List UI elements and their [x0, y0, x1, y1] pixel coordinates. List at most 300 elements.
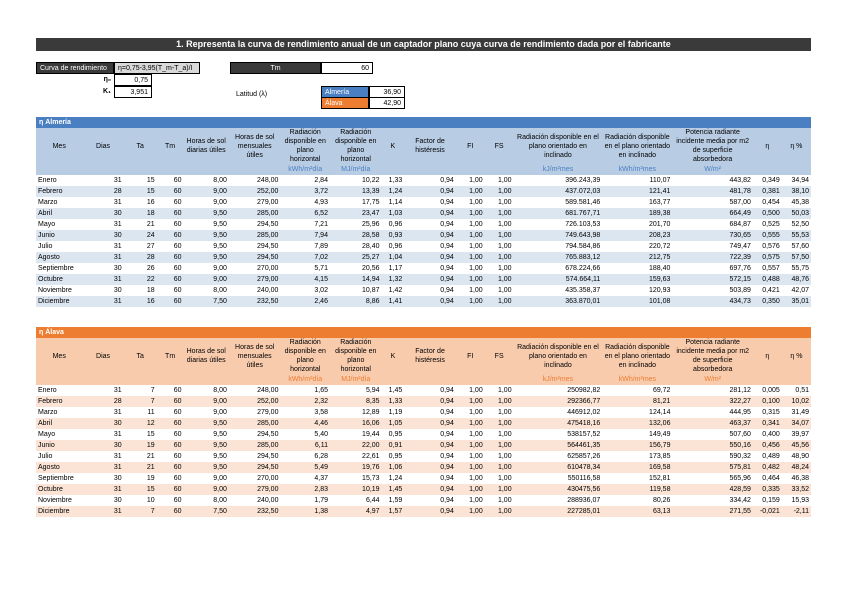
- value-cell: 252,00: [229, 396, 281, 407]
- alava-header-cell: η %: [782, 338, 811, 374]
- almeria-header-cell: FI: [456, 128, 485, 164]
- value-cell: 435.358,37: [565, 287, 601, 294]
- eta0-value[interactable]: 0,75: [114, 74, 152, 86]
- value-cell: 7,21: [314, 221, 328, 228]
- value-cell: 240,00: [257, 287, 279, 294]
- value-cell: 31: [113, 221, 122, 228]
- value-cell: 60: [157, 230, 184, 241]
- value-cell: 0,159: [762, 497, 780, 504]
- value-cell: 1,00: [485, 252, 514, 263]
- value-cell: 1,00: [485, 506, 514, 517]
- value-cell: 1,32: [382, 274, 405, 285]
- almeria-header-cell: Mes: [36, 128, 82, 164]
- value-cell: 288936,07: [567, 497, 601, 504]
- value-cell: 48,76: [782, 274, 811, 285]
- value-cell: 33,52: [782, 484, 811, 495]
- value-cell: 7,94: [280, 230, 330, 241]
- value-cell: 21: [146, 453, 155, 460]
- value-cell: 8,00: [213, 177, 227, 184]
- value-cell: 60: [157, 484, 184, 495]
- value-cell: 23,47: [330, 208, 382, 219]
- value-cell: 270,00: [257, 265, 279, 272]
- almeria-unit-cell: [157, 164, 184, 175]
- value-cell: 60: [157, 418, 184, 429]
- value-cell: 31: [82, 296, 123, 307]
- almeria-unit-cell: kJ/m²mes: [514, 164, 603, 175]
- value-cell: 248,00: [257, 387, 279, 394]
- alava-header-cell: K: [382, 338, 405, 374]
- value-cell: 30: [113, 475, 122, 482]
- value-cell: 60: [173, 453, 182, 460]
- value-cell: 156,79: [602, 440, 672, 451]
- value-cell: 232,50: [229, 296, 281, 307]
- value-cell: 0,95: [388, 453, 403, 460]
- value-cell: 30: [113, 265, 122, 272]
- alava-unit-cell: [82, 374, 123, 385]
- value-cell: 30: [113, 497, 122, 504]
- value-cell: 1,00: [497, 475, 512, 482]
- value-cell: 80,26: [652, 497, 671, 504]
- value-cell: 60: [173, 221, 182, 228]
- month-cell: Diciembre: [36, 506, 82, 517]
- value-cell: 60: [173, 287, 182, 294]
- value-cell: 9,50: [213, 431, 227, 438]
- value-cell: 10,19: [330, 484, 382, 495]
- value-cell: 0,94: [440, 431, 454, 438]
- value-cell: 270,00: [257, 475, 279, 482]
- alava-unit-cell: [229, 374, 281, 385]
- almeria-header-cell: Dias: [82, 128, 123, 164]
- value-cell: 60: [157, 462, 184, 473]
- almeria-header-cell: η: [753, 128, 782, 164]
- value-cell: 590,32: [729, 453, 751, 460]
- value-cell: 1,59: [388, 497, 403, 504]
- value-cell: 1,57: [382, 506, 405, 517]
- month-cell: Noviembre: [38, 497, 72, 504]
- table-row: [36, 285, 811, 296]
- value-cell: 538157,52: [567, 431, 601, 438]
- value-cell: 34,07: [782, 418, 811, 429]
- value-cell: 285,00: [229, 208, 281, 219]
- value-cell: 0,95: [388, 431, 403, 438]
- table-row: [36, 219, 811, 230]
- value-cell: 60: [157, 296, 184, 307]
- value-cell: 120,93: [649, 287, 671, 294]
- value-cell: 31: [113, 243, 122, 250]
- table-row: [36, 495, 811, 506]
- value-cell: 0,94: [404, 440, 456, 451]
- almeria-header-cell: K: [382, 128, 405, 164]
- value-cell: 0,315: [762, 409, 780, 416]
- value-cell: 31: [82, 484, 123, 495]
- almeria-section-title: η Almería: [36, 117, 811, 128]
- value-cell: 1,00: [485, 230, 514, 241]
- value-cell: 294,50: [257, 453, 279, 460]
- value-cell: 13,39: [330, 186, 382, 197]
- value-cell: 294,50: [257, 221, 279, 228]
- value-cell: 4,37: [314, 475, 328, 482]
- value-cell: 1,45: [388, 387, 403, 394]
- value-cell: 15: [124, 484, 157, 495]
- value-cell: 1,00: [456, 186, 485, 197]
- value-cell: 1,00: [485, 462, 514, 473]
- value-cell: 19: [146, 475, 155, 482]
- value-cell: 765.883,12: [514, 252, 603, 263]
- almeria-header-cell: Tm: [157, 128, 184, 164]
- alava-header-cell: Radiación disponible en plano horizontal: [330, 338, 382, 374]
- almeria-unit-cell: [456, 164, 485, 175]
- alava-header-cell: Horas de sol diarias útiles: [184, 338, 229, 374]
- value-cell: 22,00: [330, 440, 382, 451]
- value-cell: 730,65: [672, 230, 752, 241]
- value-cell: 60: [157, 252, 184, 263]
- value-cell: 60: [173, 199, 182, 206]
- value-cell: 0,94: [404, 208, 456, 219]
- month-cell: Junio: [36, 440, 82, 451]
- value-cell: 294,50: [229, 462, 281, 473]
- alava-header-cell: Radiación disponible en el plano orientado en inclinado: [602, 338, 672, 374]
- value-cell: 16,06: [330, 418, 382, 429]
- value-cell: 57,60: [791, 243, 809, 250]
- curva-formula[interactable]: η=0,75-3,95(T_m-T_a)/I: [114, 62, 200, 74]
- value-cell: 9,50: [184, 440, 229, 451]
- value-cell: 60: [157, 506, 184, 517]
- value-cell: 110,07: [649, 177, 671, 184]
- value-cell: 434,73: [672, 296, 752, 307]
- value-cell: 30: [113, 287, 122, 294]
- value-cell: 1,00: [469, 453, 483, 460]
- value-cell: 101,08: [602, 296, 672, 307]
- alava-header-cell: Ta: [124, 338, 157, 374]
- value-cell: 52,50: [791, 221, 809, 228]
- alava-unit-cell: kWh/m²mes: [602, 374, 672, 385]
- value-cell: 1,00: [469, 475, 483, 482]
- value-cell: 0,94: [440, 177, 454, 184]
- value-cell: 1,00: [469, 387, 483, 394]
- value-cell: 9,00: [183, 274, 228, 285]
- value-cell: 0,381: [753, 186, 782, 197]
- month-cell: Enero: [38, 387, 57, 394]
- table-row: [36, 451, 811, 462]
- value-cell: 0,100: [753, 396, 782, 407]
- value-cell: 15,93: [791, 497, 809, 504]
- value-cell: 0,464: [762, 475, 780, 482]
- value-cell: 589.581,46: [565, 199, 601, 206]
- k1-value[interactable]: 3,951: [114, 86, 152, 98]
- month-cell: Septiembre: [38, 265, 74, 272]
- value-cell: 28: [82, 186, 123, 197]
- month-cell: Abril: [36, 418, 82, 429]
- value-cell: 0,482: [753, 462, 782, 473]
- value-cell: 63,13: [602, 506, 672, 517]
- value-cell: 15: [146, 431, 155, 438]
- almeria-header-cell: Radiación disponible en plano horizontal: [330, 128, 382, 164]
- value-cell: 248,00: [257, 177, 279, 184]
- value-cell: 1,00: [497, 409, 512, 416]
- almeria-header-row: [36, 128, 811, 164]
- value-cell: 0,96: [388, 243, 403, 250]
- value-cell: 0,94: [440, 453, 454, 460]
- value-cell: 220,72: [649, 243, 671, 250]
- value-cell: 212,75: [602, 252, 672, 263]
- value-cell: 0,94: [440, 199, 454, 206]
- value-cell: 322,27: [672, 396, 752, 407]
- value-cell: 575,81: [672, 462, 752, 473]
- value-cell: 697,76: [729, 265, 751, 272]
- value-cell: 81,21: [602, 396, 672, 407]
- tm-value[interactable]: 60: [321, 62, 373, 74]
- value-cell: 8,00: [213, 497, 227, 504]
- alava-label: Álava: [321, 97, 369, 109]
- value-cell: 1,24: [388, 475, 403, 482]
- value-cell: 0,488: [753, 274, 782, 285]
- value-cell: 0,341: [753, 418, 782, 429]
- value-cell: 9,00: [213, 265, 227, 272]
- value-cell: 0,94: [440, 265, 454, 272]
- value-cell: 0,421: [762, 287, 780, 294]
- value-cell: 726.103,53: [565, 221, 601, 228]
- value-cell: 189,38: [602, 208, 672, 219]
- table-row: [36, 296, 811, 307]
- value-cell: 25,27: [330, 252, 382, 263]
- alava-unit-cell: kJ/m²mes: [514, 374, 603, 385]
- value-cell: 7: [124, 506, 157, 517]
- value-cell: 31: [82, 274, 123, 285]
- value-cell: 31: [82, 506, 123, 517]
- value-cell: 15: [146, 177, 155, 184]
- value-cell: 0,350: [753, 296, 782, 307]
- value-cell: 1,00: [497, 453, 512, 460]
- value-cell: 1,05: [382, 418, 405, 429]
- value-cell: 31: [82, 462, 123, 473]
- almeria-header-cell: Horas de sol diarias útiles: [183, 128, 228, 164]
- value-cell: 1,41: [382, 296, 405, 307]
- month-cell: Febrero: [36, 186, 82, 197]
- value-cell: 294,50: [257, 431, 279, 438]
- month-cell: Enero: [38, 177, 57, 184]
- value-cell: 10,02: [782, 396, 811, 407]
- value-cell: 60: [173, 177, 182, 184]
- value-cell: 57,50: [782, 252, 811, 263]
- value-cell: 1,00: [485, 484, 514, 495]
- value-cell: 574.664,11: [514, 274, 603, 285]
- value-cell: 27: [146, 243, 155, 250]
- value-cell: 0,96: [388, 221, 403, 228]
- value-cell: 188,40: [649, 265, 671, 272]
- value-cell: 34,94: [791, 177, 809, 184]
- value-cell: 60: [157, 274, 184, 285]
- value-cell: 292366,77: [514, 396, 603, 407]
- value-cell: 1,00: [497, 287, 512, 294]
- value-cell: 232,50: [229, 506, 281, 517]
- value-cell: 2,83: [280, 484, 330, 495]
- value-cell: 55,53: [782, 230, 811, 241]
- value-cell: 9,50: [183, 208, 228, 219]
- almeria-unit-cell: [229, 164, 281, 175]
- value-cell: 7: [124, 396, 157, 407]
- value-cell: 14,94: [330, 274, 382, 285]
- almeria-latitude[interactable]: 36,90: [369, 86, 405, 98]
- value-cell: 9,50: [213, 243, 227, 250]
- value-cell: 0,575: [753, 252, 782, 263]
- value-cell: 250982,82: [567, 387, 601, 394]
- value-cell: 60: [173, 431, 182, 438]
- value-cell: 279,00: [257, 409, 279, 416]
- value-cell: 1,00: [469, 497, 483, 504]
- table-row: [36, 396, 811, 407]
- value-cell: 1,19: [388, 409, 403, 416]
- value-cell: 45,56: [782, 440, 811, 451]
- value-cell: 0,005: [762, 387, 780, 394]
- eta0-label: η₀: [103, 76, 111, 83]
- value-cell: 28: [82, 396, 123, 407]
- value-cell: -0,021: [753, 506, 782, 517]
- alava-header-row: [36, 338, 811, 374]
- value-cell: 285,00: [229, 440, 281, 451]
- month-cell: Abril: [36, 208, 82, 219]
- value-cell: 124,14: [649, 409, 671, 416]
- alava-header-cell: Radiación disponible en el plano orientado en inclinado: [514, 338, 603, 374]
- value-cell: 587,00: [729, 199, 751, 206]
- almeria-unit-cell: [36, 164, 82, 175]
- alava-header-cell: FS: [485, 338, 514, 374]
- month-cell: Febrero: [36, 396, 82, 407]
- value-cell: 21: [146, 221, 155, 228]
- value-cell: 0,576: [762, 243, 780, 250]
- value-cell: 1,00: [469, 199, 483, 206]
- value-cell: 9,50: [213, 453, 227, 460]
- value-cell: 0,400: [762, 431, 780, 438]
- value-cell: 0,454: [762, 199, 780, 206]
- value-cell: 1,00: [456, 506, 485, 517]
- value-cell: 9,50: [213, 221, 227, 228]
- value-cell: 7,50: [183, 296, 228, 307]
- value-cell: 1,00: [497, 497, 512, 504]
- value-cell: 443,82: [729, 177, 751, 184]
- value-cell: 794.584,86: [565, 243, 601, 250]
- month-cell: Agosto: [36, 252, 82, 263]
- value-cell: 132,06: [602, 418, 672, 429]
- value-cell: 8,86: [330, 296, 382, 307]
- value-cell: 55,75: [791, 265, 809, 272]
- value-cell: 60: [157, 208, 184, 219]
- table-row: [36, 407, 811, 418]
- value-cell: 749,47: [729, 243, 751, 250]
- value-cell: 2,84: [314, 177, 328, 184]
- value-cell: 17,75: [362, 199, 380, 206]
- value-cell: 201,70: [649, 221, 671, 228]
- month-cell: Julio: [38, 453, 53, 460]
- value-cell: 444,95: [729, 409, 751, 416]
- value-cell: 31: [113, 431, 122, 438]
- value-cell: 10,87: [362, 287, 380, 294]
- value-cell: 550116,58: [567, 475, 601, 482]
- alava-unit-cell: [184, 374, 229, 385]
- value-cell: 446912,02: [567, 409, 601, 416]
- value-cell: 60: [173, 475, 182, 482]
- almeria-header-cell: Radiación disponible en plano horizontal: [280, 128, 330, 164]
- value-cell: 1,45: [382, 484, 405, 495]
- value-cell: 437.072,03: [514, 186, 603, 197]
- value-cell: 0,94: [440, 287, 454, 294]
- value-cell: 30: [82, 418, 123, 429]
- value-cell: 1,00: [456, 252, 485, 263]
- value-cell: 11: [147, 409, 155, 416]
- value-cell: 1,00: [469, 431, 483, 438]
- value-cell: 19: [124, 440, 157, 451]
- value-cell: 69,72: [652, 387, 671, 394]
- almeria-header-cell: η %: [782, 128, 811, 164]
- value-cell: 30: [82, 440, 123, 451]
- value-cell: 1,33: [388, 177, 403, 184]
- value-cell: 1,79: [314, 497, 328, 504]
- alava-latitude[interactable]: 42,90: [369, 97, 405, 109]
- almeria-unit-cell: kWh/m²mes: [602, 164, 672, 175]
- value-cell: 550,16: [672, 440, 752, 451]
- alava-header-cell: Factor de histéresis: [404, 338, 456, 374]
- value-cell: 0,500: [753, 208, 782, 219]
- value-cell: 572,15: [672, 274, 752, 285]
- value-cell: 0,525: [762, 221, 780, 228]
- value-cell: 1,00: [497, 387, 512, 394]
- value-cell: 4,93: [314, 199, 328, 206]
- value-cell: 60: [173, 387, 182, 394]
- value-cell: 0,94: [404, 418, 456, 429]
- value-cell: 0,557: [762, 265, 780, 272]
- value-cell: 6,28: [314, 453, 328, 460]
- value-cell: 7: [150, 387, 155, 394]
- value-cell: 4,15: [280, 274, 330, 285]
- month-cell: Julio: [38, 243, 53, 250]
- value-cell: 0,335: [753, 484, 782, 495]
- value-cell: 271,55: [672, 506, 752, 517]
- month-cell: Marzo: [38, 199, 58, 206]
- value-cell: 1,00: [497, 177, 512, 184]
- value-cell: 60: [157, 186, 184, 197]
- table-row: [36, 197, 811, 208]
- value-cell: 163,77: [649, 199, 671, 206]
- value-cell: 39,97: [791, 431, 809, 438]
- value-cell: 28,58: [330, 230, 382, 241]
- month-cell: Mayo: [38, 431, 56, 438]
- value-cell: 121,41: [602, 186, 672, 197]
- alava-table: [36, 327, 811, 517]
- value-cell: 1,17: [388, 265, 403, 272]
- value-cell: 31: [113, 199, 122, 206]
- table-row: [36, 484, 811, 495]
- alava-section-title: η Álava: [36, 327, 811, 338]
- almeria-unit-cell: [782, 164, 811, 175]
- table-row: [36, 418, 811, 429]
- value-cell: 6,44: [365, 497, 380, 504]
- value-cell: 1,00: [469, 265, 483, 272]
- alava-unit-cell: [157, 374, 184, 385]
- value-cell: 159,63: [602, 274, 672, 285]
- value-cell: 1,00: [469, 243, 483, 250]
- value-cell: 0,94: [404, 230, 456, 241]
- month-cell: Octubre: [36, 274, 82, 285]
- value-cell: 60: [157, 396, 184, 407]
- value-cell: 21: [124, 462, 157, 473]
- table-row: [36, 241, 811, 252]
- value-cell: 45,38: [791, 199, 809, 206]
- value-cell: 9,00: [213, 475, 227, 482]
- value-cell: 0,94: [440, 243, 454, 250]
- value-cell: 1,00: [456, 274, 485, 285]
- almeria-unit-cell: kWh/m²día: [280, 164, 330, 175]
- value-cell: 48,24: [782, 462, 811, 473]
- alava-header-cell: Mes: [36, 338, 82, 374]
